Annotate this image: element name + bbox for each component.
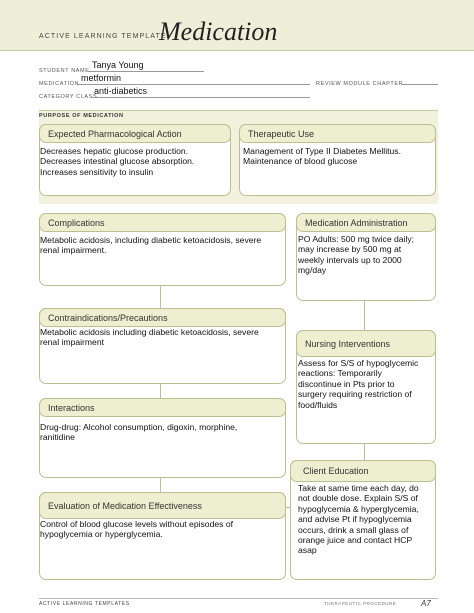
footer-left-label: ACTIVE LEARNING TEMPLATES xyxy=(39,601,130,607)
nursing-interventions-title: Nursing Interventions xyxy=(296,330,436,357)
evaluation-title: Evaluation of Medication Effectiveness xyxy=(39,492,286,519)
purpose-label: PURPOSE OF MEDICATION xyxy=(39,113,124,119)
medication-field[interactable]: metformin xyxy=(81,73,122,83)
review-module-underline[interactable] xyxy=(402,84,438,85)
complications-title: Complications xyxy=(39,213,286,232)
header-divider xyxy=(0,50,474,51)
footer-right-label: THERAPEUTIC PROCEDURE xyxy=(324,601,397,606)
category-class-underline xyxy=(92,97,310,98)
contraindications-text: Metabolic acidosis including diabetic ketoacidosis, severe renal impairment xyxy=(40,327,259,348)
connector-line xyxy=(160,284,161,310)
client-education-text: Take at same time each day, do not double dose. Explain S/S of hypoglycemia & hyperglycemia, and advise Pt if hypoglycemia occurs, drink a small glass of orange juice and contact HCP asap xyxy=(298,483,419,556)
category-class-field[interactable]: anti-diabetics xyxy=(94,86,148,96)
student-name-field[interactable]: Tanya Young xyxy=(92,60,144,70)
page-title: Medication xyxy=(159,17,278,46)
complications-text: Metabolic acidosis, including diabetic ketoacidosis, severe renal impairment. xyxy=(40,235,262,256)
therapeutic-use-title: Therapeutic Use xyxy=(239,124,436,143)
expected-action-title: Expected Pharmacological Action xyxy=(39,124,231,143)
connector-line xyxy=(364,300,365,330)
client-education-title: Client Education xyxy=(290,460,436,482)
medication-underline xyxy=(78,84,310,85)
page-number: A7 xyxy=(421,599,431,608)
expected-action-text: Decreases hepatic glucose production. Decreases intestinal glucose absorption. Increases sensitivity to insulin xyxy=(40,146,195,177)
review-module-label: REVIEW MODULE CHAPTER xyxy=(316,81,404,87)
therapeutic-use-text: Management of Type II Diabetes Mellitus. Maintenance of blood glucose xyxy=(243,146,401,167)
connector-line xyxy=(364,442,365,462)
student-name-label: STUDENT NAME xyxy=(39,68,90,74)
administration-text: PO Adults: 500 mg twice daily; may increase by 500 mg at weekly intervals up to 2000 mg/day xyxy=(298,234,415,276)
administration-title: Medication Administration xyxy=(296,213,436,232)
interactions-text: Drug-drug: Alcohol consumption, digoxin, morphine, ranitidine xyxy=(40,422,238,443)
student-name-underline xyxy=(88,71,204,72)
medication-label: MEDICATION xyxy=(39,81,80,87)
nursing-interventions-text: Assess for S/S of hypoglycemic reactions: Temporarily discontinue in Pts prior to surgery requiring restriction of food/fluids xyxy=(298,358,419,410)
contraindications-title: Contraindications/Precautions xyxy=(39,308,286,327)
template-label: ACTIVE LEARNING TEMPLATE: xyxy=(39,33,170,40)
interactions-title: Interactions xyxy=(39,398,286,417)
footer-divider xyxy=(39,598,438,599)
evaluation-text: Control of blood glucose levels without episodes of hypoglycemia or hyperglycemia. xyxy=(40,519,233,540)
category-class-label: CATEGORY CLASS xyxy=(39,94,98,100)
